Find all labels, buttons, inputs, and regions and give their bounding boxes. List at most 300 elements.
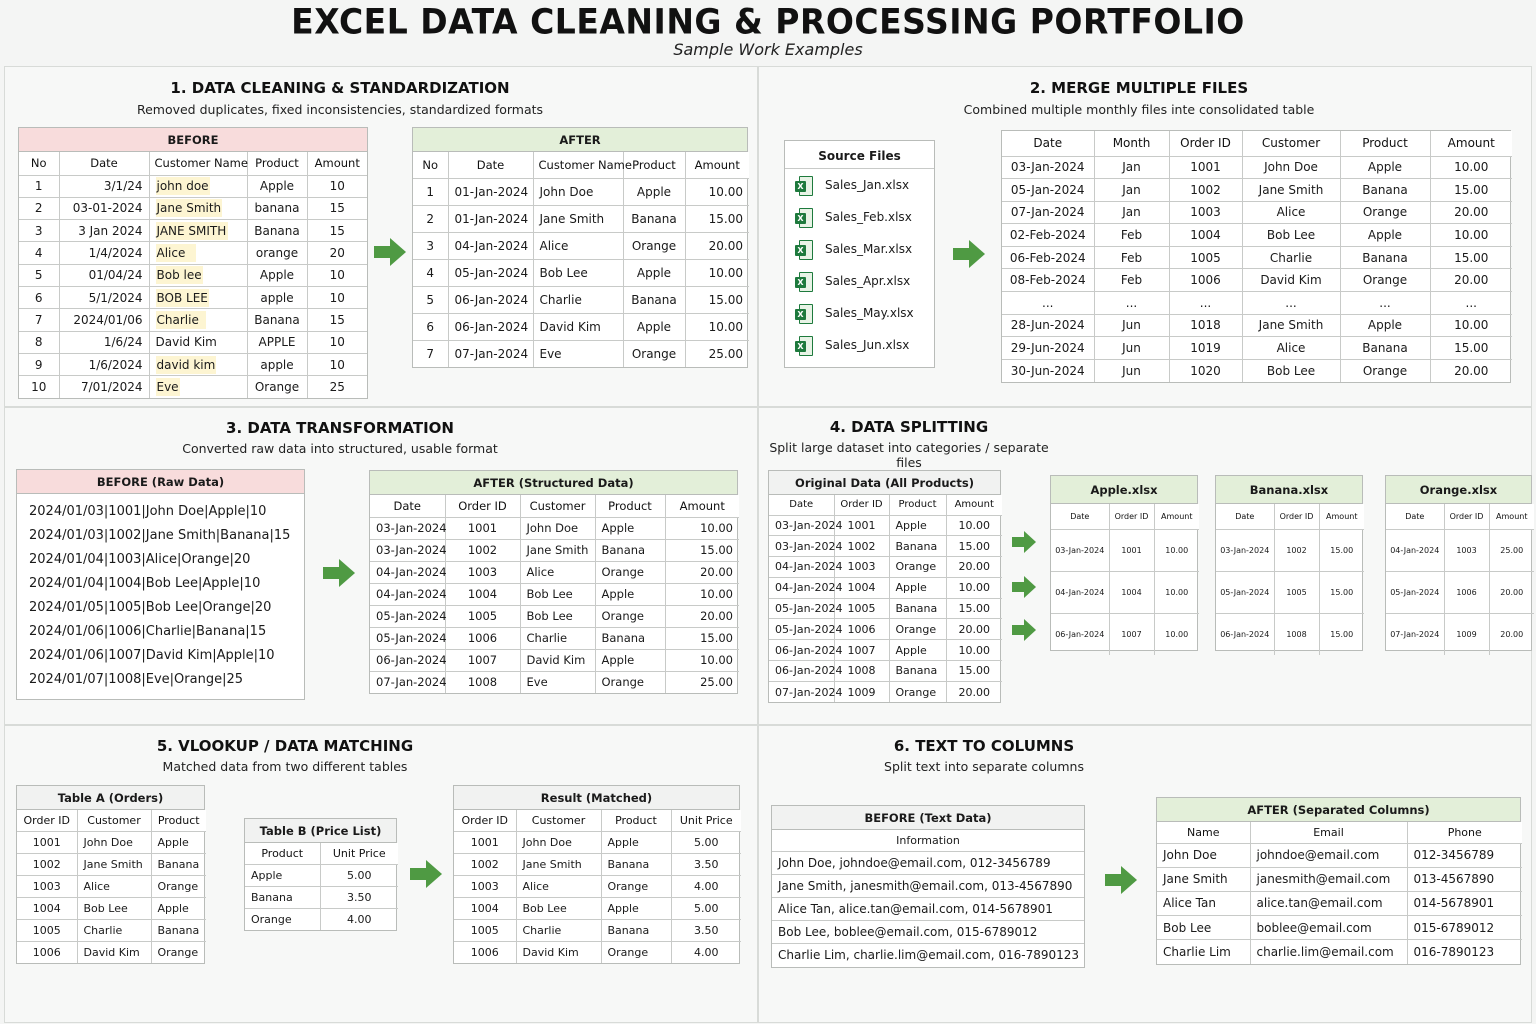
table-row <box>1002 359 1512 382</box>
file-name: Sales_Jun.xlsx <box>825 338 910 352</box>
file-list <box>785 169 934 361</box>
table-cell: David Kim <box>533 313 623 340</box>
table-row <box>769 536 1002 557</box>
raw-data-line: 2024/01/03|1002|Jane Smith|Banana|15 <box>29 528 291 543</box>
table-row <box>769 640 1002 661</box>
section-description: Matched data from two different tables <box>162 759 408 774</box>
table-cell: 1004 <box>834 577 889 598</box>
table-cell: 1002 <box>454 853 516 875</box>
table-cell: David Kim <box>516 941 601 963</box>
table-row <box>1002 246 1512 269</box>
result-table-header: Result (Matched) <box>454 786 739 810</box>
table-row <box>370 517 739 539</box>
column-header: Order ID <box>834 495 889 515</box>
table-row <box>769 681 1002 702</box>
column-header: Email <box>1250 822 1407 843</box>
text-data-lines <box>772 852 1084 967</box>
table-cell: 04-Jan-2024 <box>370 583 445 605</box>
table-cell <box>149 353 247 375</box>
table-cell: 5.00 <box>671 897 741 919</box>
table-cell: 03-Jan-2024 <box>769 515 834 536</box>
after-table-header: AFTER <box>413 128 747 152</box>
table-row <box>1002 337 1512 360</box>
header-row <box>1002 131 1512 156</box>
table-cell: 1002 <box>17 853 77 875</box>
column-header: Amount <box>1489 504 1534 529</box>
column-header: Order ID <box>1169 131 1242 156</box>
table-cell: 1001 <box>454 831 516 853</box>
table-cell: Orange <box>157 945 199 959</box>
section-description: Converted raw data into structured, usable format <box>182 441 498 456</box>
excel-file-icon <box>795 176 813 196</box>
data-table <box>1002 131 1512 382</box>
data-table <box>19 152 367 398</box>
column-header: Amount <box>1154 504 1199 529</box>
table-cell: Charlie <box>516 919 601 941</box>
section-description: Removed duplicates, fixed inconsistencies, standardized formats <box>136 102 544 117</box>
table-cell: 3.50 <box>671 853 741 875</box>
original-data-table <box>768 470 1001 703</box>
split-table <box>1051 504 1199 655</box>
table-cell: 4.00 <box>347 912 372 926</box>
table-cell: Apple <box>623 178 685 205</box>
table-cell: Orange <box>595 561 665 583</box>
column-header: Product <box>595 495 665 517</box>
table-cell: Banana <box>1340 337 1430 360</box>
separated-columns-grid <box>1157 822 1520 964</box>
table-cell: 04-Jan-2024 <box>370 561 445 583</box>
table-cell: 10 <box>307 264 367 286</box>
table-row <box>1051 529 1199 571</box>
table-cell: Apple <box>889 640 946 661</box>
table-cell: 29-Jun-2024 <box>1002 337 1094 360</box>
structured-table-grid <box>370 495 737 693</box>
table-cell: Orange <box>595 671 665 693</box>
table-row <box>454 853 741 875</box>
separated-columns-table <box>1156 797 1521 965</box>
table-row <box>769 557 1002 578</box>
table-cell: Jun <box>1094 314 1169 337</box>
table-row <box>19 242 367 264</box>
header-row <box>245 843 398 864</box>
table-cell: 05-Jan-2024 <box>448 259 533 286</box>
table-cell: Alice <box>1242 201 1340 224</box>
table-cell: 5.00 <box>671 831 741 853</box>
table-cell: Jane Smith <box>520 539 595 561</box>
table-cell: 10 <box>19 376 59 398</box>
header-row <box>413 152 749 178</box>
column-header: Product <box>623 152 685 178</box>
table-b-grid <box>245 843 396 930</box>
information-column-header: Information <box>772 830 1084 852</box>
data-table <box>413 152 749 367</box>
table-cell: 15.00 <box>1330 629 1354 639</box>
table-cell: John Doe <box>520 517 595 539</box>
file-name: Sales_May.xlsx <box>825 306 914 320</box>
table-cell: Banana <box>1340 246 1430 269</box>
table-cell: 07-Jan-2024 <box>1002 201 1094 224</box>
table-cell: 1004 <box>1169 224 1242 247</box>
table-row <box>1002 269 1512 292</box>
table-cell: 7/01/2024 <box>59 376 149 398</box>
table-cell: 03-Jan-2024 <box>1002 156 1094 179</box>
table-cell: 15.00 <box>665 627 739 649</box>
table-cell: Apple <box>601 897 671 919</box>
table-cell: 012-3456789 <box>1407 843 1522 867</box>
column-header: Amount <box>1430 131 1512 156</box>
table-row <box>413 178 749 205</box>
table-cell: 05-Jan-2024 <box>1386 571 1444 613</box>
file-name: Sales_Jan.xlsx <box>825 178 910 192</box>
table-cell: 1003 <box>1444 529 1489 571</box>
table-cell: 10.00 <box>1154 571 1199 613</box>
table-row <box>19 264 367 286</box>
table-cell: 25.00 <box>708 346 743 361</box>
table-cell: 15.00 <box>685 286 749 313</box>
table-row <box>17 897 206 919</box>
table-cell: 15.00 <box>1319 529 1364 571</box>
section-merge-files <box>758 66 1532 407</box>
column-header: Date <box>1386 504 1444 529</box>
table-cell: 20.00 <box>665 561 739 583</box>
table-cell: 20.00 <box>1430 201 1512 224</box>
data-table <box>245 843 398 930</box>
table-cell: Jane Smith <box>533 205 623 232</box>
table-cell: 07-Jan-2024 <box>448 340 533 367</box>
table-cell: 15.00 <box>946 598 1002 619</box>
table-cell <box>149 242 247 264</box>
table-cell: Banana <box>151 919 206 941</box>
source-files-list <box>784 140 935 368</box>
table-cell: 1006 <box>1169 269 1242 292</box>
table-cell: Apple <box>245 864 320 886</box>
column-header: Name <box>1157 822 1250 843</box>
table-cell: 15.00 <box>1430 179 1512 202</box>
table-cell: 25.00 <box>1489 529 1534 571</box>
table-cell: Apple <box>595 649 665 671</box>
table-row <box>413 286 749 313</box>
table-cell: 1006 <box>454 941 516 963</box>
table-row <box>370 605 739 627</box>
table-cell: 1/6/24 <box>59 331 149 353</box>
column-header: Order ID <box>454 810 516 831</box>
table-cell: 1002 <box>445 539 520 561</box>
page-subtitle: Sample Work Examples <box>673 40 863 59</box>
table-cell: 03-Jan-2024 <box>370 517 445 539</box>
table-cell: 5/1/2024 <box>59 286 149 308</box>
before-table <box>18 127 368 399</box>
column-header: Product <box>1340 131 1430 156</box>
table-cell: Bob Lee <box>1242 224 1340 247</box>
table-cell: Banana <box>601 853 671 875</box>
section-title: 6. TEXT TO COLUMNS <box>893 737 1075 755</box>
table-row <box>17 831 206 853</box>
table-cell: Jane Smith <box>77 853 151 875</box>
table-a-header: Table A (Orders) <box>17 786 204 810</box>
table-cell: 1007 <box>834 640 889 661</box>
table-cell: Charlie Lim <box>1157 940 1250 964</box>
excel-badge: X <box>795 309 806 320</box>
file-name: Sales_Apr.xlsx <box>825 274 911 288</box>
structured-table <box>369 470 738 694</box>
column-header: Month <box>1094 131 1169 156</box>
table-row <box>19 376 367 398</box>
table-cell: 1008 <box>834 661 889 682</box>
table-cell: 9 <box>19 353 59 375</box>
table-cell: Feb <box>1094 246 1169 269</box>
table-row <box>1002 156 1512 179</box>
table-cell: 1006 <box>445 627 520 649</box>
column-header: Amount <box>307 152 367 175</box>
split-file-name: Banana.xlsx <box>1216 476 1362 504</box>
table-cell: 1005 <box>1169 246 1242 269</box>
table-row <box>1002 179 1512 202</box>
table-row <box>413 259 749 286</box>
table-cell: 10.00 <box>1154 529 1199 571</box>
column-header: Order ID <box>1274 504 1319 529</box>
table-row <box>454 941 741 963</box>
column-header: Date <box>59 152 149 175</box>
column-header: Date <box>769 495 834 515</box>
table-cell: 1001 <box>445 517 520 539</box>
column-header: Date <box>1002 131 1094 156</box>
table-cell: 2 <box>413 205 448 232</box>
table-cell: Bob Lee <box>533 259 623 286</box>
section-title: 4. DATA SPLITTING <box>829 418 989 436</box>
table-cell: David Kim <box>149 331 247 353</box>
table-cell: Jane Smith <box>1157 867 1250 891</box>
table-cell: 05-Jan-2024 <box>769 598 834 619</box>
highlighted-value: Alice <box>156 244 196 262</box>
separated-columns-header: AFTER (Separated Columns) <box>1157 798 1520 822</box>
text-data-line: Charlie Lim, charlie.lim@email.com, 016-7890123 <box>778 948 1080 962</box>
table-cell: 01-Jan-2024 <box>448 205 533 232</box>
table-cell: Banana <box>889 598 946 619</box>
before-table-header: BEFORE <box>19 128 367 152</box>
table-cell: 3 <box>19 220 59 242</box>
table-row <box>245 864 398 886</box>
header-row <box>19 152 367 175</box>
raw-data-line: 2024/01/04|1004|Bob Lee|Apple|10 <box>29 576 261 591</box>
table-cell: 06-Jan-2024 <box>769 640 834 661</box>
table-cell: 03-Jan-2024 <box>1051 529 1109 571</box>
table-b <box>244 818 397 931</box>
table-row <box>1157 891 1522 915</box>
table-cell: Orange <box>601 875 671 897</box>
table-cell: Apple <box>247 175 307 197</box>
highlighted-value: JANE SMITH <box>156 223 227 238</box>
table-row <box>245 886 398 908</box>
table-cell: Banana <box>595 627 665 649</box>
excel-badge: X <box>795 277 806 288</box>
table-cell: 2024/01/06 <box>59 309 149 331</box>
table-cell: Banana <box>889 536 946 557</box>
column-header: Customer <box>516 810 601 831</box>
excel-file-icon <box>795 336 813 356</box>
source-files-label: Source Files <box>785 141 934 169</box>
table-cell: 05-Jan-2024 <box>370 605 445 627</box>
table-cell: 15.00 <box>946 661 1002 682</box>
section-description: Combined multiple monthly files inte consolidated table <box>963 102 1315 117</box>
data-table <box>454 810 741 963</box>
table-cell: 1004 <box>17 897 77 919</box>
table-cell: 10.00 <box>685 313 749 340</box>
column-header: Product <box>247 152 307 175</box>
table-cell: 10 <box>307 331 367 353</box>
table-cell: 1001 <box>1169 156 1242 179</box>
table-cell: Banana <box>1340 179 1430 202</box>
table-cell: 1004 <box>445 583 520 605</box>
table-cell: 06-Feb-2024 <box>1002 246 1094 269</box>
table-cell: ... <box>1242 292 1340 315</box>
table-cell: 1018 <box>1169 314 1242 337</box>
table-cell: 1 <box>413 178 448 205</box>
table-cell: Orange <box>889 619 946 640</box>
table-cell: 04-Jan-2024 <box>1386 529 1444 571</box>
excel-file-icon <box>795 304 813 324</box>
section-title: 5. VLOOKUP / DATA MATCHING <box>156 737 414 755</box>
table-row <box>413 205 749 232</box>
table-cell: Banana <box>623 286 685 313</box>
table-cell: Alice <box>77 875 151 897</box>
table-cell: 15.00 <box>665 539 739 561</box>
table-row <box>769 515 1002 536</box>
table-cell: 10.00 <box>665 583 739 605</box>
raw-data-line: 2024/01/07|1008|Eve|Orange|25 <box>29 672 244 687</box>
table-cell <box>149 376 247 398</box>
table-cell: Alice <box>516 875 601 897</box>
table-row <box>370 561 739 583</box>
table-cell: 10.00 <box>946 640 1002 661</box>
raw-data-lines <box>17 494 304 692</box>
column-header: Amount <box>665 495 739 517</box>
table-cell: 1008 <box>1274 613 1319 655</box>
column-header: Amount <box>946 495 1002 515</box>
table-cell: 10.00 <box>665 649 739 671</box>
table-row <box>1157 843 1522 867</box>
column-header: Date <box>1216 504 1274 529</box>
split-file-table <box>1385 475 1532 651</box>
table-cell: 1/6/2024 <box>59 353 149 375</box>
table-cell <box>149 175 247 197</box>
table-cell: Charlie <box>1242 246 1340 269</box>
column-header: Date <box>448 152 533 178</box>
column-header: Unit Price <box>671 810 741 831</box>
file-item <box>785 201 934 233</box>
raw-data-box <box>16 469 305 700</box>
table-cell: 01/04/24 <box>59 264 149 286</box>
table-row <box>17 919 206 941</box>
table-cell: 02-Feb-2024 <box>1002 224 1094 247</box>
section-title: 1. DATA CLEANING & STANDARDIZATION <box>170 79 510 97</box>
header-row <box>769 495 1002 515</box>
table-cell: David Kim <box>77 941 151 963</box>
table-cell: Banana <box>245 886 320 908</box>
table-cell: Banana <box>601 919 671 941</box>
table-cell: charlie.lim@email.com <box>1250 940 1407 964</box>
table-cell: 06-Jan-2024 <box>1216 613 1274 655</box>
table-cell: Charlie <box>533 286 623 313</box>
structured-table-header: AFTER (Structured Data) <box>370 471 737 495</box>
after-table-grid <box>413 152 747 367</box>
table-cell: 5.00 <box>320 864 398 886</box>
column-header: Customer Name <box>533 152 623 178</box>
table-cell: Apple <box>1340 156 1430 179</box>
before-table-grid <box>19 152 367 398</box>
table-cell: Banana <box>595 539 665 561</box>
section-data-cleaning <box>4 66 758 407</box>
table-cell: Orange <box>601 941 671 963</box>
table-row <box>1216 613 1364 655</box>
table-cell: David Kim <box>1242 269 1340 292</box>
table-row <box>1216 529 1364 571</box>
table-row <box>1002 292 1512 315</box>
table-cell: Orange <box>623 340 685 367</box>
table-cell: 06-Jan-2024 <box>448 313 533 340</box>
table-row <box>1157 940 1522 964</box>
table-cell: John Doe <box>533 178 623 205</box>
table-cell: Apple <box>151 897 206 919</box>
table-row <box>454 831 741 853</box>
table-row <box>19 286 367 308</box>
merged-table-grid <box>1002 131 1510 382</box>
table-cell: 15 <box>307 309 367 331</box>
column-header: Customer <box>520 495 595 517</box>
table-cell: Bob Lee <box>77 897 151 919</box>
table-cell: 15.00 <box>1430 246 1512 269</box>
raw-data-line: 2024/01/06|1006|Charlie|Banana|15 <box>29 624 267 639</box>
table-cell: 1006 <box>834 619 889 640</box>
table-cell: Jun <box>1094 337 1169 360</box>
table-cell: 1007 <box>445 649 520 671</box>
excel-badge: X <box>795 213 806 224</box>
table-row <box>769 619 1002 640</box>
table-cell: Orange <box>889 557 946 578</box>
text-data-header: BEFORE (Text Data) <box>772 806 1084 830</box>
table-cell: Orange <box>1340 201 1430 224</box>
after-table <box>412 127 748 368</box>
table-cell: 016-7890123 <box>1413 945 1495 960</box>
file-item <box>785 265 934 297</box>
table-cell: Apple <box>601 831 671 853</box>
raw-data-line: 2024/01/04|1003|Alice|Orange|20 <box>29 552 251 567</box>
split-table <box>1216 504 1364 655</box>
table-cell: 10.00 <box>1165 629 1189 639</box>
table-cell: 3.50 <box>320 886 398 908</box>
section-text-to-columns <box>758 725 1532 1023</box>
table-cell: 1005 <box>834 598 889 619</box>
table-cell: 7 <box>19 309 59 331</box>
table-cell: 6 <box>19 286 59 308</box>
excel-badge: X <box>795 181 806 192</box>
highlighted-value: john doe <box>156 179 209 194</box>
column-header: Product <box>151 810 206 831</box>
table-cell: 04-Jan-2024 <box>769 577 834 598</box>
table-cell: Orange <box>1340 269 1430 292</box>
table-cell: ... <box>1002 292 1094 315</box>
table-cell: Jan <box>1094 201 1169 224</box>
file-name: Sales_Feb.xlsx <box>825 210 912 224</box>
table-cell: Eve <box>520 671 595 693</box>
section-description: Split large dataset into categories / separate files <box>769 440 1049 470</box>
column-header: Product <box>601 810 671 831</box>
table-cell: 1001 <box>1109 529 1154 571</box>
table-cell: 20.00 <box>1489 571 1534 613</box>
data-table <box>769 495 1002 702</box>
raw-data-line: 2024/01/06|1007|David Kim|Apple|10 <box>29 648 275 663</box>
table-cell: 10.00 <box>685 259 749 286</box>
table-cell: 1007 <box>1109 613 1154 655</box>
